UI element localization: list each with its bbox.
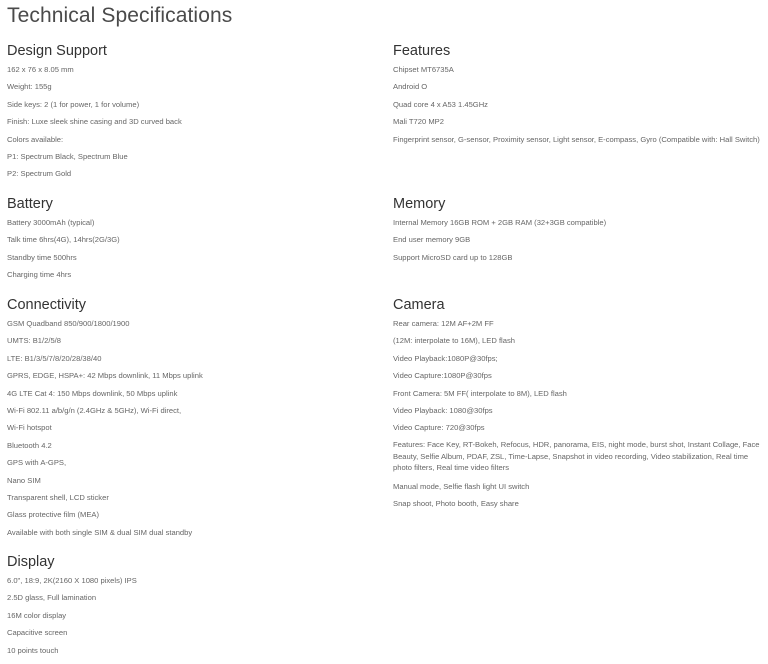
spec-item: Talk time 6hrs(4G), 14hrs(2G/3G) — [7, 235, 120, 245]
section-title-connectivity: Connectivity — [7, 297, 86, 313]
page-title: Technical Specifications — [7, 4, 233, 27]
spec-item: Mali T720 MP2 — [393, 117, 444, 127]
section-title-display: Display — [7, 554, 55, 570]
spec-list-memory — [393, 214, 763, 266]
spec-item: Rear camera: 12M AF+2M FF — [393, 319, 494, 328]
spec-item: Internal Memory 16GB ROM + 2GB RAM (32+3GB compatible) — [393, 218, 607, 227]
spec-item: LTE: B1/3/5/7/8/20/28/38/40 — [7, 353, 102, 363]
spec-item: End user memory 9GB — [393, 235, 471, 245]
spec-item: Capacitive screen — [7, 628, 68, 638]
section-title-memory: Memory — [393, 196, 446, 212]
spec-item: Colors available: — [7, 134, 64, 144]
spec-list-connectivity — [7, 315, 382, 541]
section-title-features: Features — [393, 43, 451, 59]
spec-item: Bluetooth 4.2 — [7, 440, 52, 450]
section-design-support — [7, 42, 382, 183]
spec-item: Charging time 4hrs — [7, 270, 72, 280]
spec-item: GSM Quadband 850/900/1800/1900 — [7, 319, 130, 328]
spec-item: P1: Spectrum Black, Spectrum Blue — [7, 152, 128, 162]
section-display — [7, 553, 382, 659]
spec-item: Battery 3000mAh (typical) — [7, 218, 95, 227]
spec-item: 4G LTE Cat 4: 150 Mbps downlink, 50 Mbps uplink — [7, 388, 178, 398]
spec-item: Transparent shell, LCD sticker — [7, 493, 109, 503]
spec-list-battery — [7, 214, 382, 284]
section-title-design-support: Design Support — [7, 43, 107, 59]
section-camera — [393, 296, 763, 513]
spec-item: 10 points touch — [7, 645, 59, 655]
spec-item: Available with both single SIM & dual SIM dual standby — [7, 527, 193, 537]
section-title-camera: Camera — [393, 297, 445, 313]
spec-list-design-support — [7, 61, 382, 183]
section-connectivity — [7, 296, 382, 541]
spec-item: Wi-Fi 802.11 a/b/g/n (2.4GHz & 5GHz), Wi-Fi direct, — [7, 406, 182, 416]
spec-item: 6.0", 18:9, 2K(2160 X 1080 pixels) IPS — [7, 576, 137, 585]
spec-item: Nano SIM — [7, 475, 41, 485]
spec-list-features — [393, 61, 763, 148]
section-features — [393, 42, 763, 148]
spec-item: Front Camera: 5M FF( interpolate to 8M), LED flash — [393, 388, 567, 398]
spec-item: (12M: interpolate to 16M), LED flash — [393, 336, 515, 346]
spec-item: Features: Face Key, RT-Bokeh, Refocus, HDR, panorama, EIS, night mode, burst shot, Instant Collage, Face Beauty, Selfie Album, PDAF, ZSL, Time-Lapse, Snapshot in video recording, Video stabilization, Real time photo filters, Real time video filters — [393, 439, 760, 473]
spec-item: Support MicroSD card up to 128GB — [393, 252, 513, 262]
spec-item: Side keys: 2 (1 for power, 1 for volume) — [7, 99, 140, 109]
spec-item: GPRS, EDGE, HSPA+: 42 Mbps downlink, 11 Mbps uplink — [7, 371, 203, 381]
spec-item: Video Playback:1080P@30fps; — [393, 353, 498, 363]
spec-item: 162 x 76 x 8.05 mm — [7, 65, 74, 74]
spec-item: P2: Spectrum Gold — [7, 169, 72, 179]
spec-list-display — [7, 572, 382, 659]
spec-item: 16M color display — [7, 610, 67, 620]
spec-item: Weight: 155g — [7, 82, 52, 92]
spec-item: Manual mode, Selfie flash light UI switch — [393, 481, 530, 491]
spec-item: Quad core 4 x A53 1.45GHz — [393, 99, 488, 109]
spec-item: Video Capture:1080P@30fps — [393, 371, 492, 381]
spec-item: Chipset MT6735A — [393, 65, 454, 74]
spec-item: Fingerprint sensor, G-sensor, Proximity sensor, Light sensor, E-compass, Gyro (Compatible with: Hall Switch) — [393, 134, 760, 144]
spec-item: Video Playback: 1080@30fps — [393, 406, 493, 416]
spec-item: Finish: Luxe sleek shine casing and 3D curved back — [7, 117, 182, 127]
spec-item: GPS with A-GPS, — [7, 458, 67, 468]
spec-list-camera — [393, 315, 763, 513]
spec-item: UMTS: B1/2/5/8 — [7, 336, 62, 346]
spec-item: 2.5D glass, Full lamination — [7, 593, 97, 603]
spec-item: Snap shoot, Photo booth, Easy share — [393, 499, 519, 509]
spec-item: Wi-Fi hotspot — [7, 423, 52, 433]
spec-item: Glass protective film (MEA) — [7, 510, 99, 520]
section-title-battery: Battery — [7, 196, 53, 212]
section-memory — [393, 195, 763, 266]
section-battery — [7, 195, 382, 284]
spec-item: Standby time 500hrs — [7, 252, 77, 262]
spec-item: Video Capture: 720@30fps — [393, 423, 485, 433]
spec-item: Android O — [393, 82, 428, 92]
